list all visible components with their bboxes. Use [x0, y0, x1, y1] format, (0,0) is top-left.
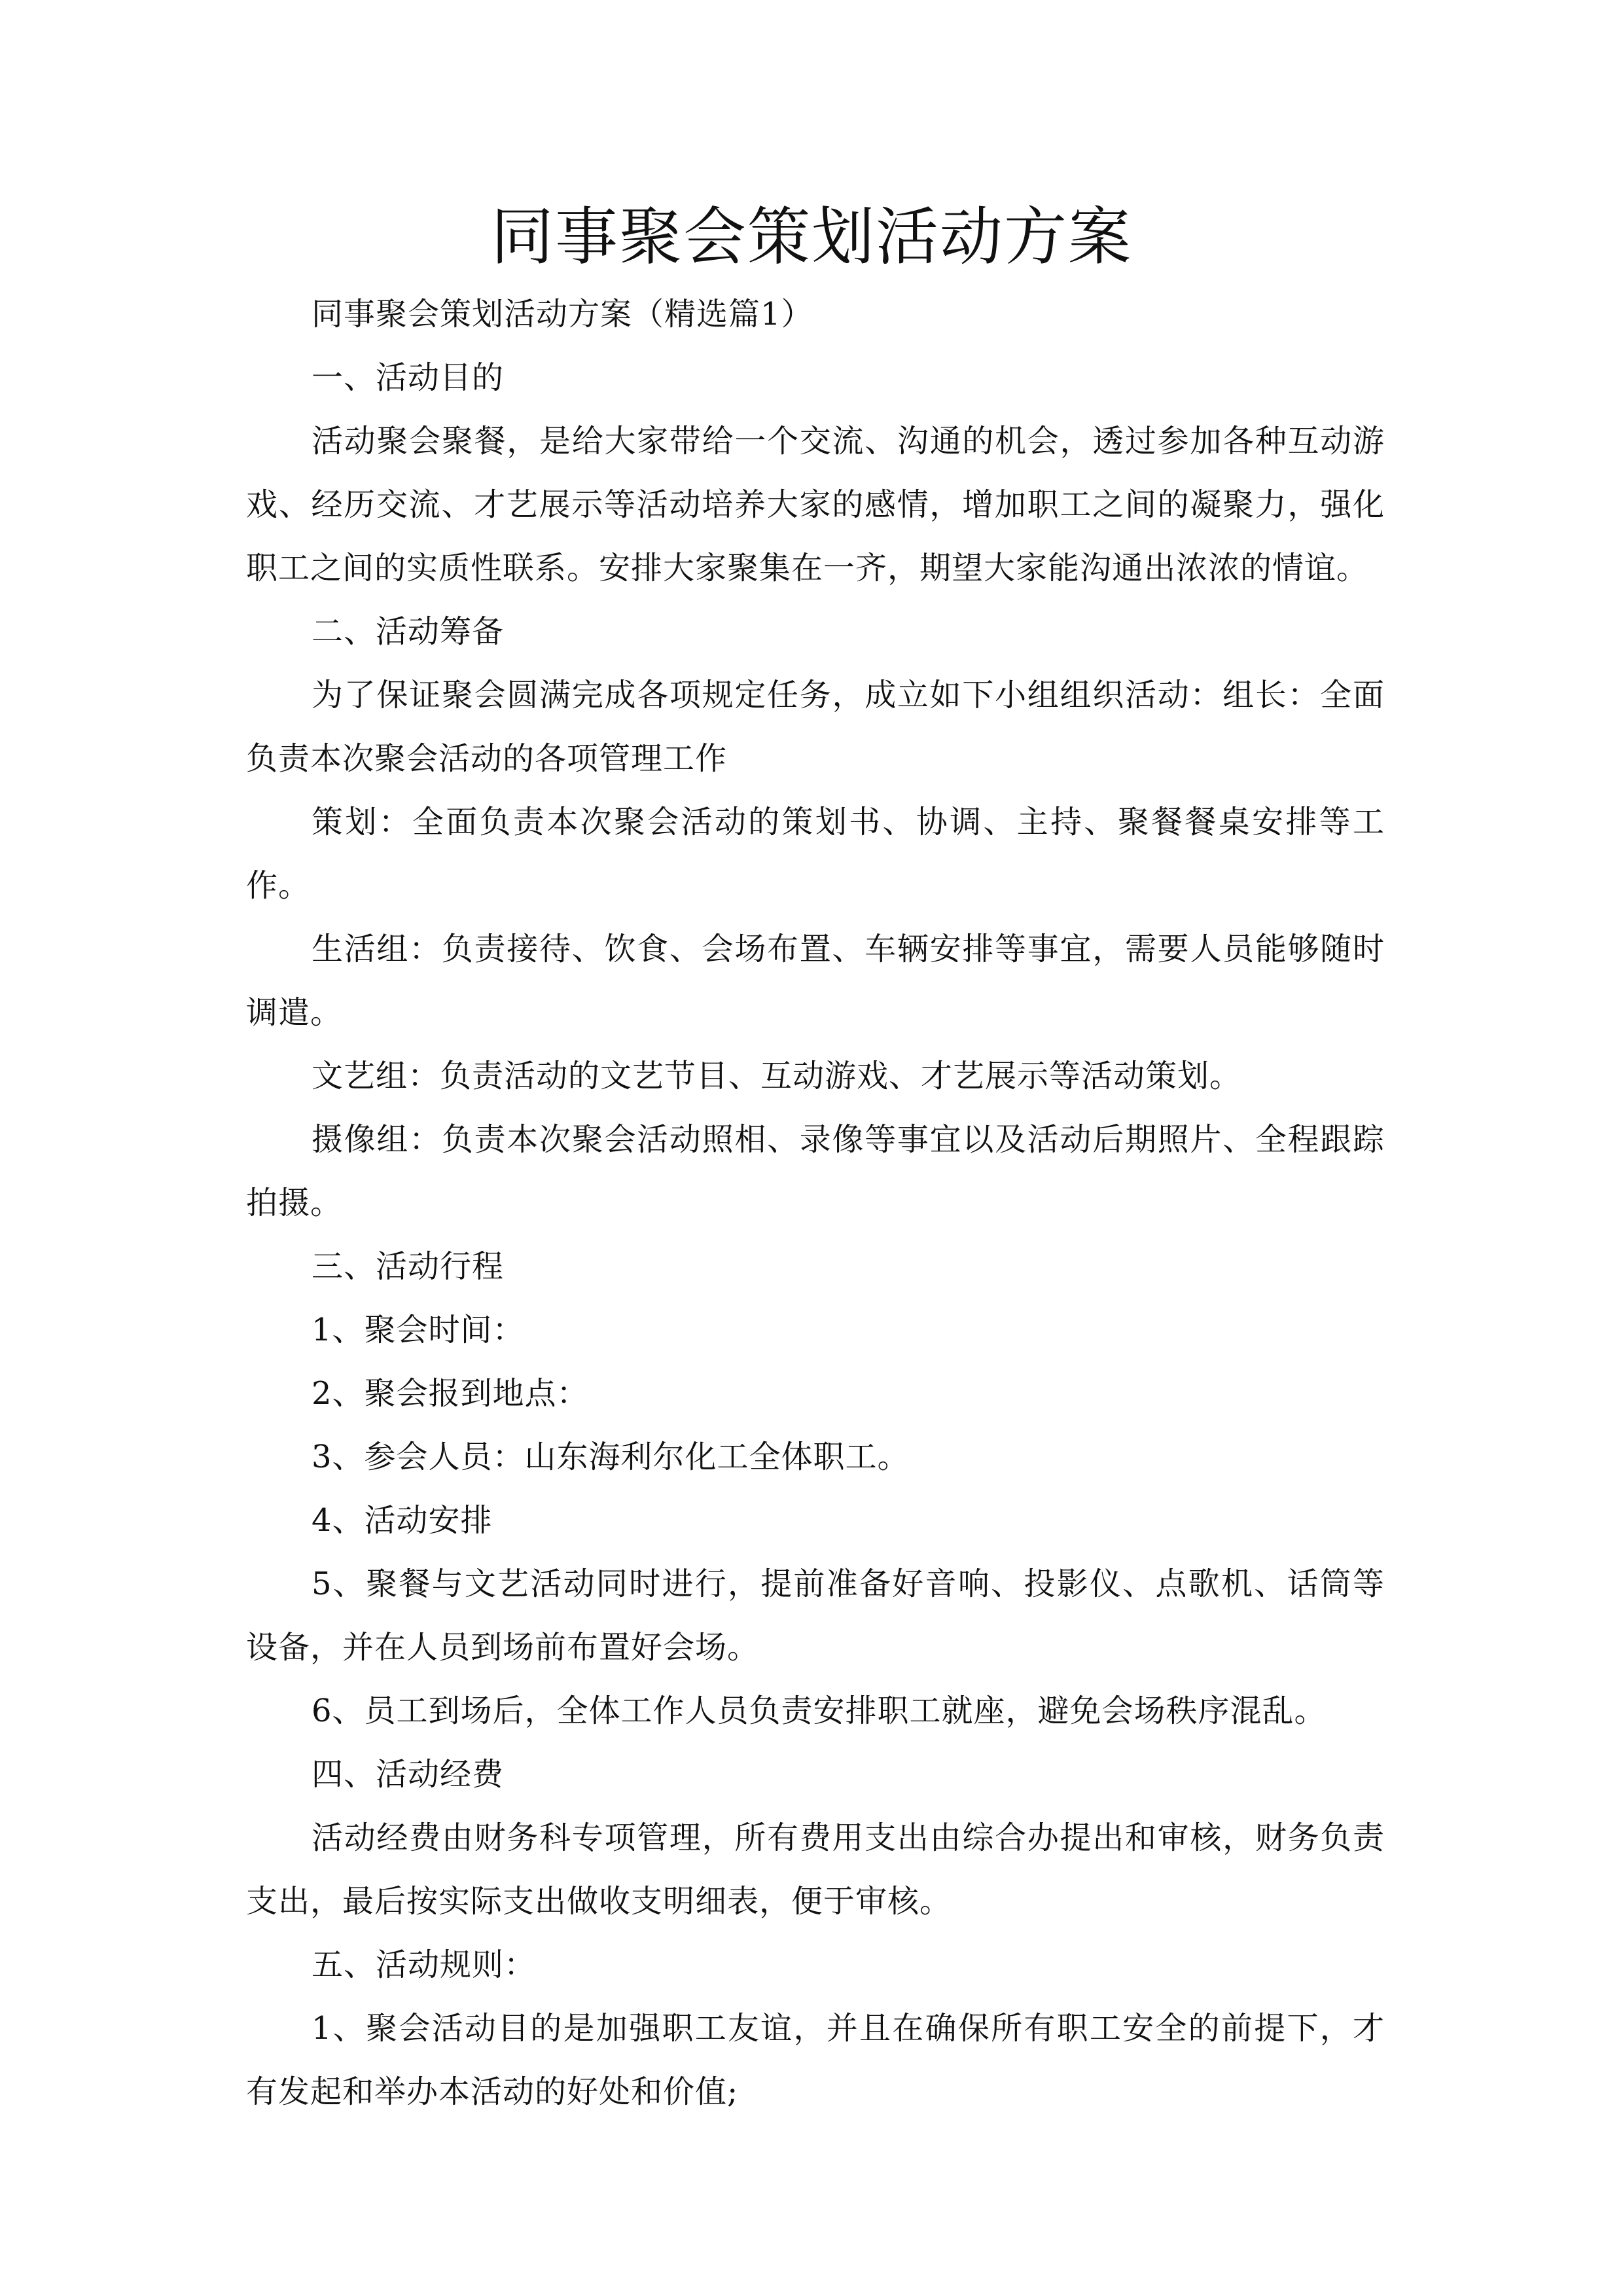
paragraph-budget: 活动经费由财务科专项管理，所有费用支出由综合办提出和审核，财务负责支出，最后按实际支出做收支明细表，便于审核。: [246, 1820, 1385, 1920]
list-item: 6、员工到场后，全体工作人员负责安排职工就座，避免会场秩序混乱。: [312, 1693, 1327, 1729]
paragraph-camera-group: 摄像组：负责本次聚会活动照相、录像等事宜以及活动后期照片、全程跟踪拍摄。: [246, 1121, 1385, 1221]
list-item: 1、聚会时间：: [312, 1312, 525, 1348]
document-title: 同事聚会策划活动方案: [491, 200, 1132, 274]
list-item: 4、活动安排: [312, 1502, 493, 1539]
section-heading-budget: 四、活动经费: [312, 1756, 505, 1793]
section-heading-purpose: 一、活动目的: [312, 359, 505, 396]
section-heading-preparation: 二、活动筹备: [312, 613, 505, 650]
section-heading-schedule: 三、活动行程: [312, 1248, 505, 1285]
list-item: 3、参会人员：山东海利尔化工全体职工。: [312, 1439, 910, 1475]
list-item: 2、聚会报到地点：: [312, 1375, 589, 1412]
paragraph-groups-intro: 为了保证聚会圆满完成各项规定任务，成立如下小组组织活动：组长：全面负责本次聚会活动的各项管理工作: [246, 677, 1385, 777]
list-item: 5、聚餐与文艺活动同时进行，提前准备好音响、投影仪、点歌机、话筒等设备，并在人员到场前布置好会场。: [246, 1566, 1385, 1666]
section-heading-rules: 五、活动规则：: [312, 1946, 537, 1983]
paragraph-subtitle: 同事聚会策划活动方案（精选篇1）: [312, 296, 813, 332]
paragraph-arts-group: 文艺组：负责活动的文艺节目、互动游戏、才艺展示等活动策划。: [312, 1058, 1242, 1094]
list-item: 1、聚会活动目的是加强职工友谊，并且在确保所有职工安全的前提下，才有发起和举办本活动的好处和价值;: [246, 2010, 1385, 2110]
document-body: [246, 283, 1385, 2124]
paragraph-logistics-group: 生活组：负责接待、饮食、会场布置、车辆安排等事宜，需要人员能够随时调遣。: [246, 931, 1385, 1031]
paragraph-planning: 策划：全面负责本次聚会活动的策划书、协调、主持、聚餐餐桌安排等工作。: [246, 804, 1385, 904]
paragraph-purpose: 活动聚会聚餐，是给大家带给一个交流、沟通的机会，透过参加各种互动游戏、经历交流、才艺展示等活动培养大家的感情，增加职工之间的凝聚力，强化职工之间的实质性联系。安排大家聚集在一齐，期望大家能沟通出浓浓的情谊。: [246, 423, 1385, 586]
